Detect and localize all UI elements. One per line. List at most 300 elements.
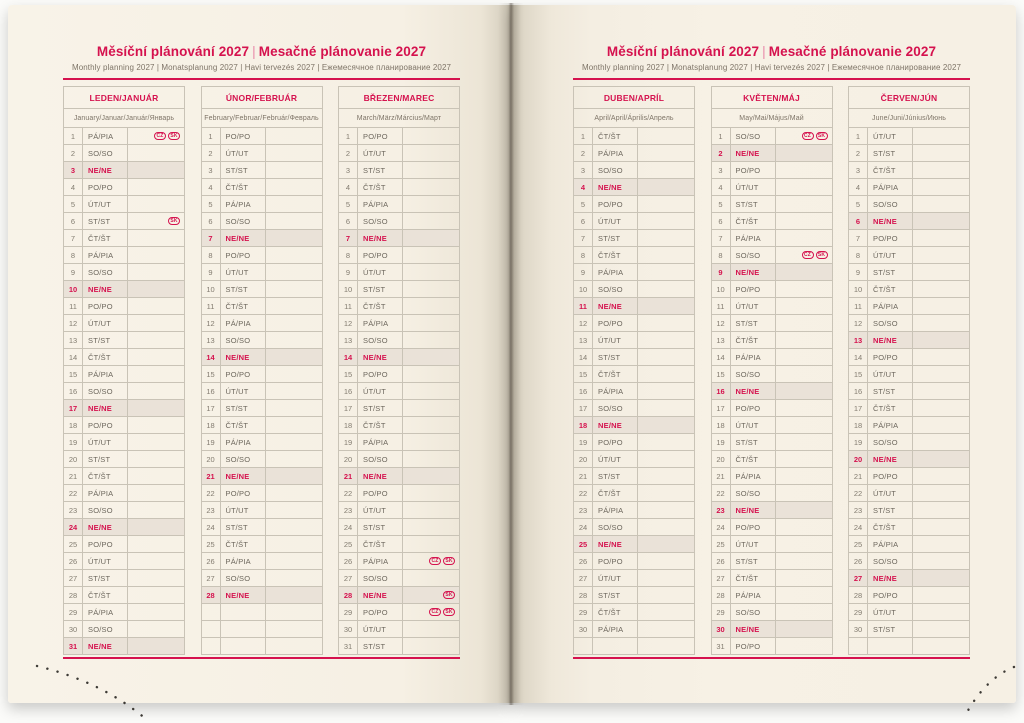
day-name-cell: PO/PO xyxy=(83,536,128,552)
day-number-cell: 28 xyxy=(849,587,868,603)
day-name-cell: NE/NE xyxy=(221,349,266,365)
notes-cell xyxy=(266,128,322,144)
holiday-badge-sk-icon: SK xyxy=(816,132,828,140)
day-number-cell: 17 xyxy=(339,400,358,416)
day-name-cell: ÚT/UT xyxy=(868,247,913,263)
day-name-cell: PO/PO xyxy=(731,519,776,535)
day-row-sunday xyxy=(574,536,694,553)
day-row xyxy=(574,502,694,519)
day-name-cell: ČT/ŠT xyxy=(221,179,266,195)
day-row xyxy=(849,485,969,502)
day-name-cell: PÁ/PIA xyxy=(358,196,403,212)
day-row xyxy=(712,604,832,621)
day-number-cell: 2 xyxy=(64,145,83,161)
day-row xyxy=(202,536,322,553)
day-number-cell: 8 xyxy=(574,247,593,263)
day-number-cell: 17 xyxy=(849,400,868,416)
day-number-cell: 18 xyxy=(202,417,221,433)
day-row xyxy=(64,570,184,587)
notes-cell xyxy=(403,315,459,331)
day-number-cell: 25 xyxy=(712,536,731,552)
day-row xyxy=(64,485,184,502)
day-number-cell: 15 xyxy=(202,366,221,382)
notes-cell xyxy=(266,264,322,280)
day-row xyxy=(574,587,694,604)
day-name-cell: PO/PO xyxy=(221,366,266,382)
day-name-cell: ÚT/UT xyxy=(221,383,266,399)
notes-cell xyxy=(638,451,694,467)
notes-cell xyxy=(266,587,322,603)
day-name-cell: PO/PO xyxy=(868,349,913,365)
notes-cell xyxy=(776,587,832,603)
day-number-cell: 24 xyxy=(339,519,358,535)
notes-cell xyxy=(403,332,459,348)
day-row xyxy=(849,298,969,315)
day-name-cell: ST/ST xyxy=(221,519,266,535)
day-row xyxy=(712,281,832,298)
day-name-cell: NE/NE xyxy=(593,536,638,552)
day-number-cell: 11 xyxy=(339,298,358,314)
month-languages: February/Februar/Február/Февраль xyxy=(202,109,322,128)
day-number-cell: 17 xyxy=(64,400,83,416)
day-number-cell: 1 xyxy=(339,128,358,144)
month-column xyxy=(338,86,460,655)
day-number-cell: 5 xyxy=(712,196,731,212)
day-number-cell: 29 xyxy=(339,604,358,620)
day-name-cell: PO/PO xyxy=(358,247,403,263)
day-name-cell: ST/ST xyxy=(83,451,128,467)
day-number-cell: 26 xyxy=(202,553,221,569)
day-number-cell: 23 xyxy=(712,502,731,518)
day-number-cell: 3 xyxy=(64,162,83,178)
notes-cell xyxy=(266,536,322,552)
day-name-cell: PO/PO xyxy=(868,468,913,484)
day-number-cell xyxy=(202,621,221,637)
day-number-cell: 23 xyxy=(339,502,358,518)
notes-cell xyxy=(776,128,832,144)
notes-cell xyxy=(638,502,694,518)
day-name-cell: SO/SO xyxy=(731,604,776,620)
day-number-cell: 27 xyxy=(339,570,358,586)
holiday-badge-sk-icon: SK xyxy=(168,132,180,140)
day-row xyxy=(849,145,969,162)
day-row xyxy=(574,264,694,281)
day-name-cell: ST/ST xyxy=(731,315,776,331)
day-row-sunday xyxy=(849,213,969,230)
day-name-cell xyxy=(221,621,266,637)
day-name-cell: PÁ/PIA xyxy=(593,621,638,637)
notes-cell xyxy=(128,519,184,535)
day-name-cell: ČT/ŠT xyxy=(593,247,638,263)
day-row xyxy=(339,536,459,553)
day-number-cell: 14 xyxy=(64,349,83,365)
day-row xyxy=(849,417,969,434)
notes-cell xyxy=(913,366,969,382)
notes-cell xyxy=(913,400,969,416)
day-row xyxy=(574,162,694,179)
notes-cell xyxy=(776,468,832,484)
day-name-cell: SO/SO xyxy=(868,553,913,569)
day-row-sunday xyxy=(339,468,459,485)
notes-cell xyxy=(638,179,694,195)
day-name-cell: PÁ/PIA xyxy=(221,434,266,450)
day-row xyxy=(339,383,459,400)
day-number-cell: 22 xyxy=(202,485,221,501)
day-row xyxy=(339,332,459,349)
day-name-cell: NE/NE xyxy=(731,383,776,399)
day-name-cell: ČT/ŠT xyxy=(83,349,128,365)
day-name-cell: ST/ST xyxy=(731,434,776,450)
notes-cell xyxy=(403,570,459,586)
day-number-cell: 3 xyxy=(849,162,868,178)
day-number-cell: 8 xyxy=(712,247,731,263)
day-number-cell: 20 xyxy=(712,451,731,467)
day-row xyxy=(202,519,322,536)
day-name-cell: PÁ/PIA xyxy=(221,553,266,569)
notes-cell xyxy=(403,298,459,314)
day-name-cell: SO/SO xyxy=(731,366,776,382)
day-name-cell: NE/NE xyxy=(868,332,913,348)
day-name-cell: ČT/ŠT xyxy=(868,400,913,416)
notes-cell xyxy=(403,451,459,467)
day-row xyxy=(202,298,322,315)
day-number-cell: 25 xyxy=(64,536,83,552)
day-name-cell: PÁ/PIA xyxy=(868,536,913,552)
notes-cell xyxy=(638,128,694,144)
notes-cell xyxy=(266,213,322,229)
day-name-cell: ÚT/UT xyxy=(593,570,638,586)
notes-cell xyxy=(913,587,969,603)
day-row xyxy=(202,162,322,179)
notes-cell xyxy=(776,213,832,229)
notes-cell xyxy=(638,417,694,433)
notes-cell xyxy=(266,638,322,654)
day-number-cell: 7 xyxy=(712,230,731,246)
day-number-cell: 28 xyxy=(64,587,83,603)
day-name-cell: PÁ/PIA xyxy=(593,502,638,518)
day-row xyxy=(339,298,459,315)
page-title-slovak: Mesačné plánovanie 2027 xyxy=(258,44,427,59)
day-number-cell: 13 xyxy=(64,332,83,348)
notes-cell xyxy=(128,264,184,280)
day-number-cell: 1 xyxy=(64,128,83,144)
notes-cell xyxy=(403,128,459,144)
day-number-cell: 26 xyxy=(339,553,358,569)
day-name-cell: PÁ/PIA xyxy=(221,196,266,212)
notes-cell xyxy=(403,179,459,195)
day-row xyxy=(712,162,832,179)
notes-cell xyxy=(913,230,969,246)
notes-cell xyxy=(776,366,832,382)
day-row xyxy=(64,502,184,519)
day-number-cell: 31 xyxy=(339,638,358,654)
day-number-cell: 21 xyxy=(849,468,868,484)
day-number-cell xyxy=(202,604,221,620)
notes-cell xyxy=(403,383,459,399)
day-row xyxy=(64,621,184,638)
day-number-cell: 2 xyxy=(339,145,358,161)
day-number-cell: 23 xyxy=(849,502,868,518)
day-number-cell: 21 xyxy=(64,468,83,484)
day-number-cell: 20 xyxy=(339,451,358,467)
day-name-cell: SO/SO xyxy=(358,213,403,229)
notes-cell xyxy=(776,553,832,569)
day-number-cell: 14 xyxy=(849,349,868,365)
notes-cell xyxy=(266,145,322,161)
day-number-cell: 11 xyxy=(849,298,868,314)
notes-cell xyxy=(638,485,694,501)
day-row xyxy=(849,128,969,145)
day-row-sunday xyxy=(712,145,832,162)
month-name: ÚNOR/FEBRUÁR xyxy=(202,87,322,109)
day-row xyxy=(64,417,184,434)
day-number-cell: 7 xyxy=(339,230,358,246)
day-row xyxy=(202,451,322,468)
day-name-cell: ÚT/UT xyxy=(358,621,403,637)
month-languages: June/Juni/Június/Июнь xyxy=(849,109,969,128)
notes-cell xyxy=(776,485,832,501)
day-row xyxy=(202,434,322,451)
notes-cell xyxy=(128,570,184,586)
empty-row xyxy=(202,621,322,638)
empty-row xyxy=(202,638,322,654)
day-number-cell: 16 xyxy=(712,383,731,399)
day-row xyxy=(712,638,832,654)
notes-cell xyxy=(913,621,969,637)
day-row-sunday xyxy=(202,587,322,604)
day-number-cell: 5 xyxy=(339,196,358,212)
day-name-cell: ÚT/UT xyxy=(358,264,403,280)
day-name-cell: PÁ/PIA xyxy=(83,604,128,620)
day-row xyxy=(339,400,459,417)
day-row xyxy=(202,417,322,434)
day-row xyxy=(202,485,322,502)
day-name-cell: NE/NE xyxy=(731,264,776,280)
day-name-cell: ÚT/UT xyxy=(221,502,266,518)
day-number-cell: 8 xyxy=(202,247,221,263)
day-name-cell: ČT/ŠT xyxy=(221,417,266,433)
day-number-cell: 22 xyxy=(64,485,83,501)
day-number-cell: 17 xyxy=(202,400,221,416)
notes-cell xyxy=(776,383,832,399)
day-number-cell: 22 xyxy=(574,485,593,501)
day-number-cell: 8 xyxy=(64,247,83,263)
notes-cell xyxy=(403,621,459,637)
day-number-cell: 9 xyxy=(849,264,868,280)
day-name-cell: SO/SO xyxy=(593,162,638,178)
day-number-cell: 5 xyxy=(574,196,593,212)
notes-cell xyxy=(266,502,322,518)
day-name-cell: SO/SO xyxy=(731,485,776,501)
day-row xyxy=(574,332,694,349)
notes-cell xyxy=(638,638,694,654)
day-row xyxy=(202,196,322,213)
empty-row xyxy=(202,604,322,621)
day-name-cell: PÁ/PIA xyxy=(731,230,776,246)
month-languages: March/März/Március/Март xyxy=(339,109,459,128)
day-row xyxy=(574,247,694,264)
day-name-cell: ČT/ŠT xyxy=(731,451,776,467)
day-name-cell: SO/SO xyxy=(358,451,403,467)
day-name-cell: PÁ/PIA xyxy=(358,434,403,450)
notes-cell xyxy=(913,196,969,212)
day-row-sunday xyxy=(712,383,832,400)
day-number-cell: 21 xyxy=(712,468,731,484)
day-name-cell: ÚT/UT xyxy=(83,553,128,569)
day-row xyxy=(849,179,969,196)
day-row xyxy=(64,332,184,349)
day-number-cell: 25 xyxy=(849,536,868,552)
day-number-cell: 20 xyxy=(64,451,83,467)
title-rule xyxy=(63,78,460,80)
day-name-cell: NE/NE xyxy=(593,298,638,314)
day-name-cell: ČT/ŠT xyxy=(358,298,403,314)
notes-cell xyxy=(266,468,322,484)
day-number-cell: 6 xyxy=(849,213,868,229)
notes-cell xyxy=(913,332,969,348)
day-number-cell: 10 xyxy=(712,281,731,297)
notes-cell xyxy=(266,179,322,195)
day-name-cell: PO/PO xyxy=(593,553,638,569)
day-number-cell: 9 xyxy=(712,264,731,280)
day-name-cell: SO/SO xyxy=(731,247,776,263)
notes-cell xyxy=(403,604,459,620)
day-name-cell: PO/PO xyxy=(83,179,128,195)
day-number-cell: 7 xyxy=(64,230,83,246)
day-number-cell: 23 xyxy=(574,502,593,518)
day-number-cell: 12 xyxy=(64,315,83,331)
day-number-cell: 24 xyxy=(849,519,868,535)
notes-cell xyxy=(638,315,694,331)
day-row xyxy=(202,383,322,400)
notes-cell xyxy=(266,485,322,501)
day-row xyxy=(339,213,459,230)
day-number-cell xyxy=(849,638,868,654)
day-name-cell: ST/ST xyxy=(593,587,638,603)
day-name-cell: ČT/ŠT xyxy=(358,536,403,552)
notes-cell xyxy=(266,247,322,263)
day-number-cell: 19 xyxy=(574,434,593,450)
day-number-cell: 21 xyxy=(574,468,593,484)
notes-cell xyxy=(638,536,694,552)
day-number-cell: 30 xyxy=(849,621,868,637)
notes-cell xyxy=(776,298,832,314)
day-row xyxy=(339,570,459,587)
notes-cell xyxy=(128,145,184,161)
notes-cell xyxy=(128,247,184,263)
notes-cell xyxy=(128,383,184,399)
day-number-cell: 24 xyxy=(712,519,731,535)
day-name-cell: NE/NE xyxy=(83,638,128,654)
day-row-sunday xyxy=(712,502,832,519)
notes-cell xyxy=(128,400,184,416)
day-number-cell: 24 xyxy=(202,519,221,535)
day-row xyxy=(339,145,459,162)
day-row xyxy=(64,298,184,315)
month-name: DUBEN/APRÍL xyxy=(574,87,694,109)
notes-cell xyxy=(638,366,694,382)
day-number-cell: 31 xyxy=(712,638,731,654)
day-row xyxy=(574,604,694,621)
day-name-cell: ST/ST xyxy=(358,281,403,297)
day-number-cell: 31 xyxy=(64,638,83,654)
day-row xyxy=(339,485,459,502)
notes-cell xyxy=(776,281,832,297)
day-number-cell: 24 xyxy=(574,519,593,535)
holiday-badge-cz-icon: CZ xyxy=(802,251,814,259)
day-number-cell: 12 xyxy=(339,315,358,331)
notes-cell xyxy=(128,553,184,569)
day-number-cell: 6 xyxy=(339,213,358,229)
day-name-cell: PO/PO xyxy=(221,485,266,501)
notes-cell xyxy=(638,349,694,365)
day-number-cell: 16 xyxy=(339,383,358,399)
day-number-cell: 10 xyxy=(574,281,593,297)
month-column xyxy=(63,86,185,655)
day-number-cell: 6 xyxy=(64,213,83,229)
notes-cell xyxy=(776,145,832,161)
notes-cell xyxy=(403,417,459,433)
day-row xyxy=(64,451,184,468)
day-number-cell: 28 xyxy=(712,587,731,603)
day-name-cell: ČT/ŠT xyxy=(593,128,638,144)
day-row xyxy=(64,366,184,383)
day-number-cell: 14 xyxy=(712,349,731,365)
day-number-cell: 7 xyxy=(574,230,593,246)
day-number-cell: 30 xyxy=(339,621,358,637)
day-row xyxy=(849,553,969,570)
day-name-cell: SO/SO xyxy=(221,570,266,586)
notes-cell xyxy=(913,128,969,144)
day-row xyxy=(64,213,184,230)
day-row xyxy=(202,128,322,145)
day-name-cell: PÁ/PIA xyxy=(593,145,638,161)
day-number-cell: 29 xyxy=(712,604,731,620)
day-name-cell: SO/SO xyxy=(593,281,638,297)
day-row-sunday xyxy=(202,468,322,485)
day-name-cell: NE/NE xyxy=(358,349,403,365)
day-number-cell: 16 xyxy=(574,383,593,399)
day-name-cell: ÚT/UT xyxy=(358,383,403,399)
notes-cell xyxy=(266,604,322,620)
day-number-cell: 5 xyxy=(849,196,868,212)
notes-cell xyxy=(776,519,832,535)
day-row xyxy=(574,349,694,366)
day-name-cell: ČT/ŠT xyxy=(593,604,638,620)
day-number-cell: 1 xyxy=(712,128,731,144)
month-languages: January/Januar/Január/Январь xyxy=(64,109,184,128)
day-number-cell: 10 xyxy=(339,281,358,297)
day-name-cell: PO/PO xyxy=(593,315,638,331)
notes-cell xyxy=(266,519,322,535)
day-row xyxy=(339,196,459,213)
notes-cell xyxy=(638,519,694,535)
months-row xyxy=(63,86,460,655)
day-name-cell: ČT/ŠT xyxy=(83,468,128,484)
day-name-cell: NE/NE xyxy=(358,230,403,246)
day-number-cell: 25 xyxy=(574,536,593,552)
notes-cell xyxy=(403,366,459,382)
day-name-cell: NE/NE xyxy=(83,400,128,416)
day-number-cell: 30 xyxy=(574,621,593,637)
day-name-cell: ÚT/UT xyxy=(358,502,403,518)
day-number-cell: 27 xyxy=(64,570,83,586)
day-number-cell: 2 xyxy=(202,145,221,161)
notes-cell xyxy=(128,604,184,620)
day-name-cell: NE/NE xyxy=(358,587,403,603)
notes-cell xyxy=(403,196,459,212)
day-name-cell: ČT/ŠT xyxy=(593,366,638,382)
